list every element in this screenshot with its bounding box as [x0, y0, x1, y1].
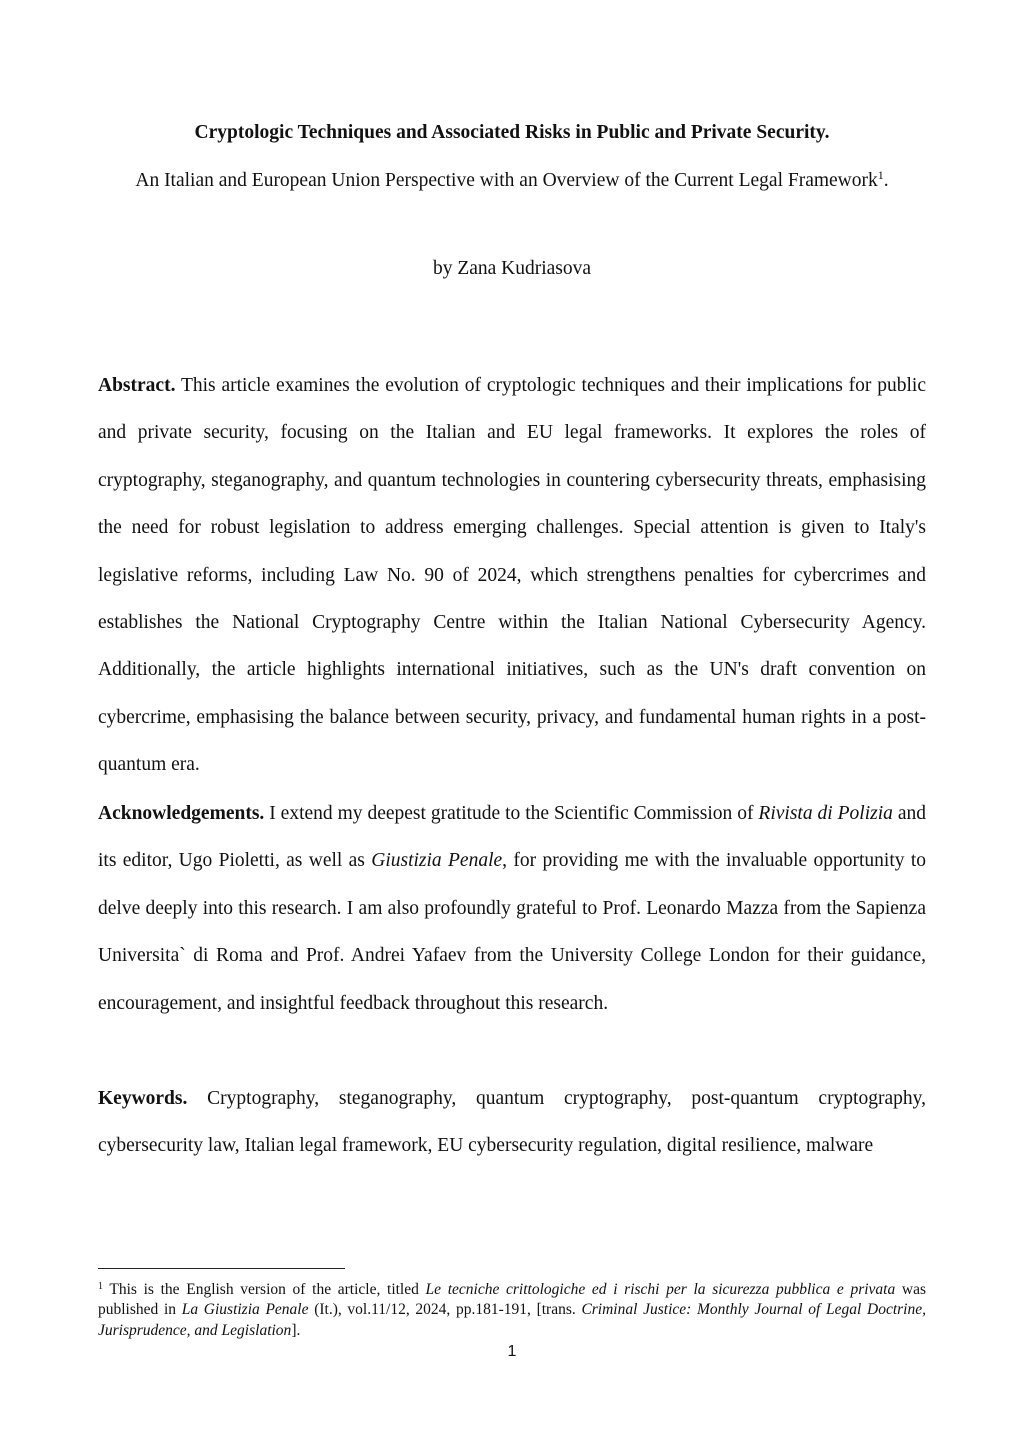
- acknowledgements-text: I extend my deepest gratitude to the Scientific Commission of: [264, 803, 759, 824]
- footnote-marker: 1: [98, 1281, 103, 1292]
- footnote-text: ].: [291, 1321, 301, 1339]
- footnote-reference: 1: [877, 168, 884, 182]
- journal-name-italic: Giustizia Penale: [371, 850, 503, 872]
- paper-title: Cryptologic Techniques and Associated Risks in Public and Private Security.: [194, 122, 830, 143]
- footnote-italic: Criminal Justice: Monthly Journal of Legal Doctrine, Jurisprudence, and Legislation: [98, 1301, 926, 1339]
- footnote-italic: La Giustizia Penale: [181, 1301, 309, 1319]
- acknowledgements-text: and its editor, Ugo Pioletti, as well as: [98, 803, 926, 872]
- abstract-paragraph: [98, 362, 926, 789]
- subtitle-period: .: [883, 170, 889, 191]
- footnote-italic: Le tecniche crittologiche ed i rischi per la sicurezza pubblica e privata: [425, 1281, 896, 1298]
- keywords-paragraph: [98, 1075, 926, 1170]
- acknowledgements-label: Acknowledgements.: [98, 803, 265, 824]
- subtitle-text: An Italian and European Union Perspective with an Overview of the Current Legal Framework: [135, 170, 878, 191]
- footnote-divider: [98, 1268, 345, 1269]
- keywords-label: Keywords.: [98, 1088, 188, 1109]
- footnote-text: was published in: [98, 1281, 927, 1319]
- abstract-text: This article examines the evolution of cryptologic techniques and their implications for public and private security, focusing on the Italian and EU legal frameworks. It explores the roles of cryptography, steganography, and quantum technologies in countering cybersecurity threats, emphasising the need for robust legislation to address emerging challenges. Special attention is given to Italy's legislative reforms, including Law No. 90 of 2024, which strengthens penalties for cybercrimes and establishes the National Cryptography Centre within the Italian National Cybersecurity Agency. Additionally, the article highlights international initiatives, such as the UN's draft convention on cybercrime, emphasising the balance between security, privacy, and fundamental human rights in a post-quantum era.: [98, 375, 926, 776]
- keywords-text: Cryptography, steganography, quantum cryptography, post-quantum cryptography, cybersecurity law, Italian legal framework, EU cybersecurity regulation, digital resilience, malware: [98, 1088, 926, 1157]
- page-number: 1: [507, 1343, 517, 1360]
- footnote: [98, 1280, 926, 1341]
- abstract-label: Abstract.: [98, 375, 176, 396]
- acknowledgements-text: , for providing me with the invaluable opportunity to delve deeply into this research. I am also profoundly grateful to Prof. Leonardo Mazza from the Sapienza Universita` di Roma and Prof. Andrei Yafaev from the University College London for their guidance, encouragement, and insightful feedback throughout this research.: [98, 850, 927, 1014]
- paper-subtitle: [0, 170, 1024, 192]
- journal-name-italic: Rivista di Polizia: [758, 803, 893, 824]
- footnote-text: This is the English version of the article, titled: [103, 1281, 426, 1298]
- author-line: by Zana Kudriasova: [432, 258, 592, 279]
- acknowledgements-paragraph: [98, 790, 926, 1027]
- footnote-text: (It.), vol.11/12, 2024, pp.181-191, [trans.: [308, 1301, 582, 1319]
